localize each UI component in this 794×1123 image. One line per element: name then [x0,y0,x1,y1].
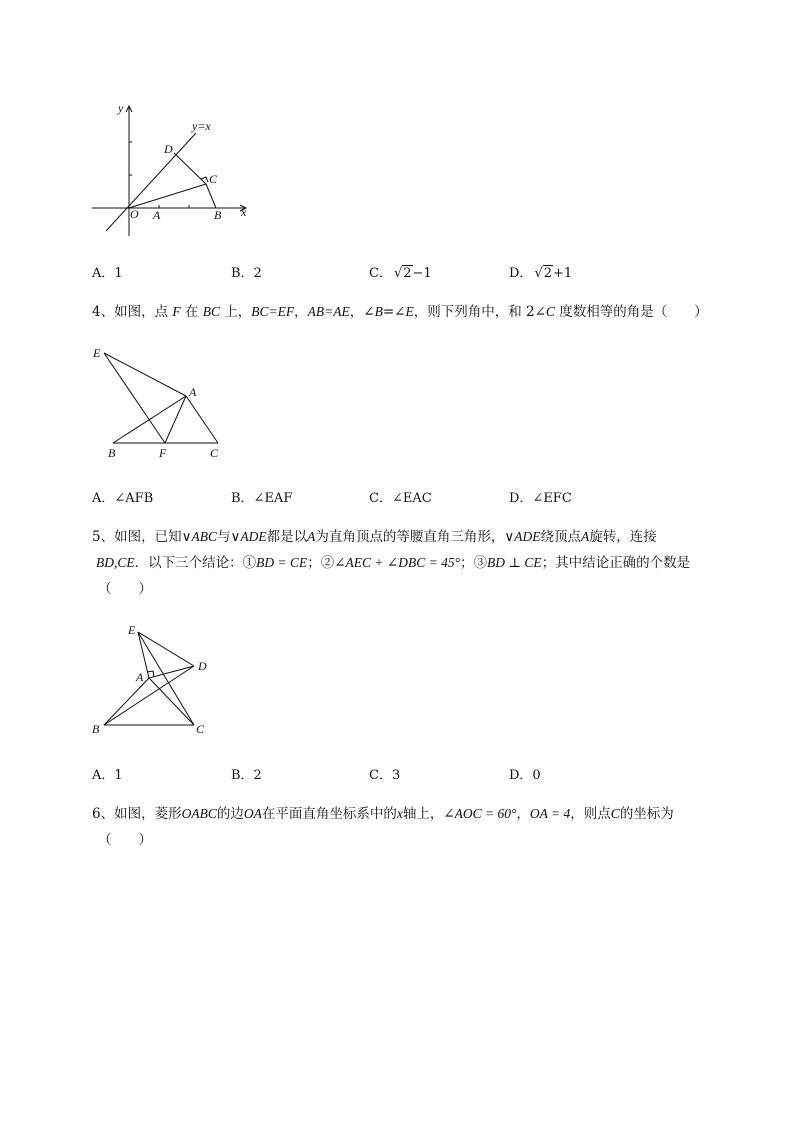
label-A: A [153,208,161,222]
segment-AB [104,678,149,725]
q6-text-line2: （ ） [98,832,152,848]
label-A: A [189,385,197,399]
q4-option-b: B．∠EAF [231,491,293,506]
label-B: B [108,446,116,460]
figure-q4-triangles [88,340,238,465]
segment-BD [104,666,194,725]
segment-AD [149,666,194,678]
label-C: C [196,722,205,736]
segment-EA [104,353,186,396]
label-E: E [93,346,101,360]
label-yx: y=x [192,119,211,133]
segment-OC [129,184,206,208]
segment-CE [138,632,194,725]
line-y-equals-x [106,133,196,231]
q3-option-d: D． √2+1 [509,266,573,281]
label-O: O [130,207,139,221]
figure-q3-coordinate [88,98,258,243]
q5-option-c: C．3 [369,768,401,783]
q3-option-a: A．1 [92,266,123,281]
label-B: B [214,208,222,222]
label-A: A [136,670,144,684]
q3-option-c: C． √2−1 [369,266,432,281]
figure-q5-triangles [88,620,218,740]
segment-CB [206,184,216,208]
q4-option-a: A．∠AFB [92,491,154,506]
q4-option-c: C．∠EAC [369,491,432,506]
q5-text-line2: BD,CE．以下三个结论：①BD = CE；②∠AEC + ∠DBC = 45°；③BD ⊥ CE；其中结论正确的个数是 [96,555,691,571]
label-B: B [92,722,100,736]
label-F: F [159,446,167,460]
q3-option-b: B．2 [231,266,262,281]
segment-ED [138,632,194,666]
q5-option-a: A．1 [92,768,123,783]
segment-AC [186,396,218,443]
q5-option-d: D．0 [509,768,541,783]
label-D: D [164,142,173,156]
label-C: C [209,172,218,186]
q6-text-line1: 6、如图，菱形OABC的边OA在平面直角坐标系中的x轴上，∠AOC = 60°，OA = 4，则点C的坐标为 [92,806,674,822]
label-D: D [198,659,207,673]
q4-text: 4、如图，点 F 在 BC 上，BC=EF，AB=AE，∠B=∠E，则下列角中，和 2∠C 度数相等的角是（ ） [92,304,708,320]
q5-text-line3: （ ） [98,581,152,597]
segment-AC [149,678,194,725]
label-y: y [118,101,124,115]
label-C: C [210,446,219,460]
q5-option-b: B．2 [231,768,262,783]
q4-option-d: D．∠EFC [509,491,572,506]
label-E: E [128,623,136,637]
q5-text-line1: 5、如图，已知∨ABC与∨ADE都是以A为直角顶点的等腰直角三角形，∨ADE绕顶点A旋转，连接 [92,529,657,545]
label-x: x [241,205,247,219]
